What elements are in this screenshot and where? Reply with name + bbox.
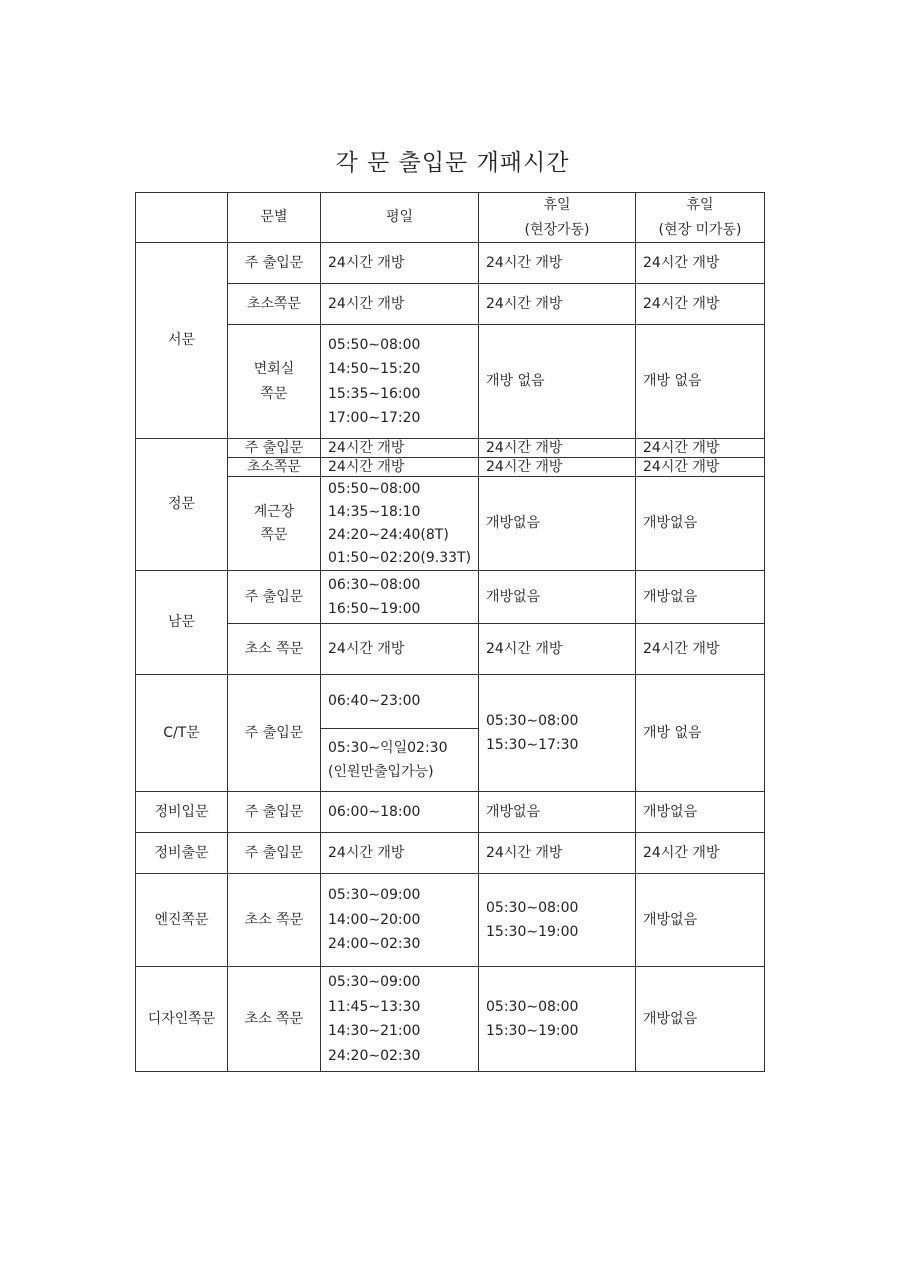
- time-range: 05:30∼08:00: [486, 998, 579, 1015]
- time-range: 05:30∼09:00: [328, 974, 421, 990]
- table-row: [136, 458, 765, 477]
- holiday-idle-hours: 개방없음: [636, 967, 765, 1072]
- table-row: [136, 571, 765, 624]
- time-range: 14:35∼18:10: [328, 503, 421, 520]
- time-range: 05:50∼08:00: [328, 480, 421, 497]
- door-name: 주 출입문: [228, 792, 321, 833]
- door-name-line: 쪽문: [260, 526, 288, 543]
- time-range: 05:30∼09:00: [328, 887, 421, 904]
- holiday-operating-hours: 개방없음: [479, 477, 636, 571]
- time-range: 24:20∼02:30: [328, 1047, 421, 1064]
- weekday-hours: 24시간 개방: [321, 833, 479, 874]
- header-weekday: 평일: [321, 193, 479, 243]
- table-row: [136, 243, 765, 284]
- holiday-idle-hours: 개방 없음: [636, 325, 765, 439]
- door-name: 주 출입문: [228, 243, 321, 284]
- time-range: 24:20∼24:40(8T): [328, 526, 449, 543]
- door-name: [228, 477, 321, 571]
- holiday-operating-hours: 24시간 개방: [479, 833, 636, 874]
- header-empty: [136, 193, 228, 243]
- holiday-operating-hours: 24시간 개방: [479, 243, 636, 284]
- weekday-hours: 24시간 개방: [321, 439, 479, 458]
- holiday-operating-hours: 24시간 개방: [479, 439, 636, 458]
- door-name-line: 쪽문: [260, 385, 288, 402]
- time-range: 14:00∼20:00: [328, 911, 421, 928]
- holiday-operating-hours: 개방 없음: [479, 325, 636, 439]
- holiday-operating-hours: 개방없음: [479, 792, 636, 833]
- table-row: [136, 675, 765, 729]
- weekday-hours: 24시간 개방: [321, 284, 479, 325]
- weekday-hours: 24시간 개방: [321, 458, 479, 477]
- time-range: 14:30∼21:00: [328, 1023, 421, 1039]
- gate-name-ctmun: C/T문: [136, 675, 228, 792]
- door-name: 초소쪽문: [228, 284, 321, 325]
- holiday-idle-hours: 24시간 개방: [636, 624, 765, 675]
- door-name: 초소 쪽문: [228, 624, 321, 675]
- table-row: [136, 874, 765, 967]
- time-range: 05:50∼08:00: [328, 336, 421, 353]
- holiday-operating-hours: 개방없음: [479, 571, 636, 624]
- holiday-idle-hours: 24시간 개방: [636, 284, 765, 325]
- header-holiday-sub: (현장 미가동): [658, 221, 742, 238]
- time-range: 06:30∼08:00: [328, 576, 421, 593]
- weekday-hours: 24시간 개방: [321, 624, 479, 675]
- holiday-operating-hours: 24시간 개방: [479, 284, 636, 325]
- header-holiday-sub: (현장가동): [524, 221, 590, 238]
- holiday-idle-hours: 개방없음: [636, 477, 765, 571]
- weekday-hours: [321, 874, 479, 967]
- door-name: 초소 쪽문: [228, 967, 321, 1072]
- time-range: 05:30∼익일02:30: [328, 739, 448, 756]
- gate-name-engine: 엔진쪽문: [136, 874, 228, 967]
- door-name: 초소쪽문: [228, 458, 321, 477]
- header-holiday-idle: [636, 193, 765, 243]
- weekday-hours: [321, 729, 479, 792]
- time-range: 16:50∼19:00: [328, 601, 421, 617]
- time-range: 17:00∼17:20: [328, 410, 421, 426]
- time-range: 24:00∼02:30: [328, 936, 421, 953]
- time-range: 11:45∼13:30: [328, 998, 421, 1015]
- gate-schedule-table: [135, 192, 765, 1072]
- table-row: [136, 967, 765, 1072]
- holiday-idle-hours: 개방 없음: [636, 675, 765, 792]
- time-range: 15:30∼17:30: [486, 737, 579, 753]
- gate-name-jeongbi-out: 정비출문: [136, 833, 228, 874]
- gate-name-jeongmun: 정문: [136, 439, 228, 571]
- header-gate: 문별: [228, 193, 321, 243]
- door-name: 주 출입문: [228, 675, 321, 792]
- holiday-idle-hours: 24시간 개방: [636, 243, 765, 284]
- door-name-line: 면회실: [253, 361, 295, 377]
- time-range: 01:50∼02:20(9.33T): [328, 549, 472, 566]
- table-row: [136, 833, 765, 874]
- header-holiday-label: 휴일: [543, 197, 571, 213]
- time-range: 15:30∼19:00: [486, 1023, 579, 1039]
- time-range: 14:50∼15:20: [328, 361, 421, 377]
- weekday-hours: [321, 967, 479, 1072]
- weekday-hours: 06:40∼23:00: [321, 675, 479, 729]
- door-name-line: 계근장: [253, 503, 295, 520]
- gate-name-jeongbi-in: 정비입문: [136, 792, 228, 833]
- weekday-hours: 24시간 개방: [321, 243, 479, 284]
- time-range: 15:30∼19:00: [486, 924, 579, 940]
- holiday-operating-hours: [479, 967, 636, 1072]
- door-name: 초소 쪽문: [228, 874, 321, 967]
- time-range: 05:30∼08:00: [486, 899, 579, 916]
- door-name: 주 출입문: [228, 439, 321, 458]
- weekday-hours: [321, 571, 479, 624]
- weekday-hours: [321, 325, 479, 439]
- table-row: [136, 624, 765, 675]
- time-range: 05:30∼08:00: [486, 712, 579, 729]
- header-holiday-operating: [479, 193, 636, 243]
- page-title: 각 문 출입문 개패시간: [335, 150, 570, 176]
- weekday-hours: [321, 477, 479, 571]
- header-holiday-label: 휴일: [686, 197, 714, 213]
- gate-name-nammun: 남문: [136, 571, 228, 675]
- table-row: [136, 325, 765, 439]
- door-name: 주 출입문: [228, 571, 321, 624]
- holiday-idle-hours: 개방없음: [636, 571, 765, 624]
- table-row: [136, 439, 765, 458]
- gate-name-seomun: 서문: [136, 243, 228, 439]
- holiday-idle-hours: 24시간 개방: [636, 458, 765, 477]
- header-row: [136, 193, 765, 243]
- weekday-hours: 06:00∼18:00: [321, 792, 479, 833]
- holiday-operating-hours: [479, 675, 636, 792]
- door-name: [228, 325, 321, 439]
- holiday-idle-hours: 24시간 개방: [636, 439, 765, 458]
- door-name: 주 출입문: [228, 833, 321, 874]
- holiday-operating-hours: 24시간 개방: [479, 624, 636, 675]
- table-row: [136, 477, 765, 571]
- table-row: [136, 284, 765, 325]
- time-range: 15:35∼16:00: [328, 385, 421, 402]
- holiday-operating-hours: [479, 874, 636, 967]
- holiday-idle-hours: 개방없음: [636, 874, 765, 967]
- holiday-idle-hours: 24시간 개방: [636, 833, 765, 874]
- table-row: [136, 792, 765, 833]
- holiday-operating-hours: 24시간 개방: [479, 458, 636, 477]
- time-note: (인원만출입가능): [328, 764, 434, 780]
- holiday-idle-hours: 개방없음: [636, 792, 765, 833]
- gate-name-design: 디자인쪽문: [136, 967, 228, 1072]
